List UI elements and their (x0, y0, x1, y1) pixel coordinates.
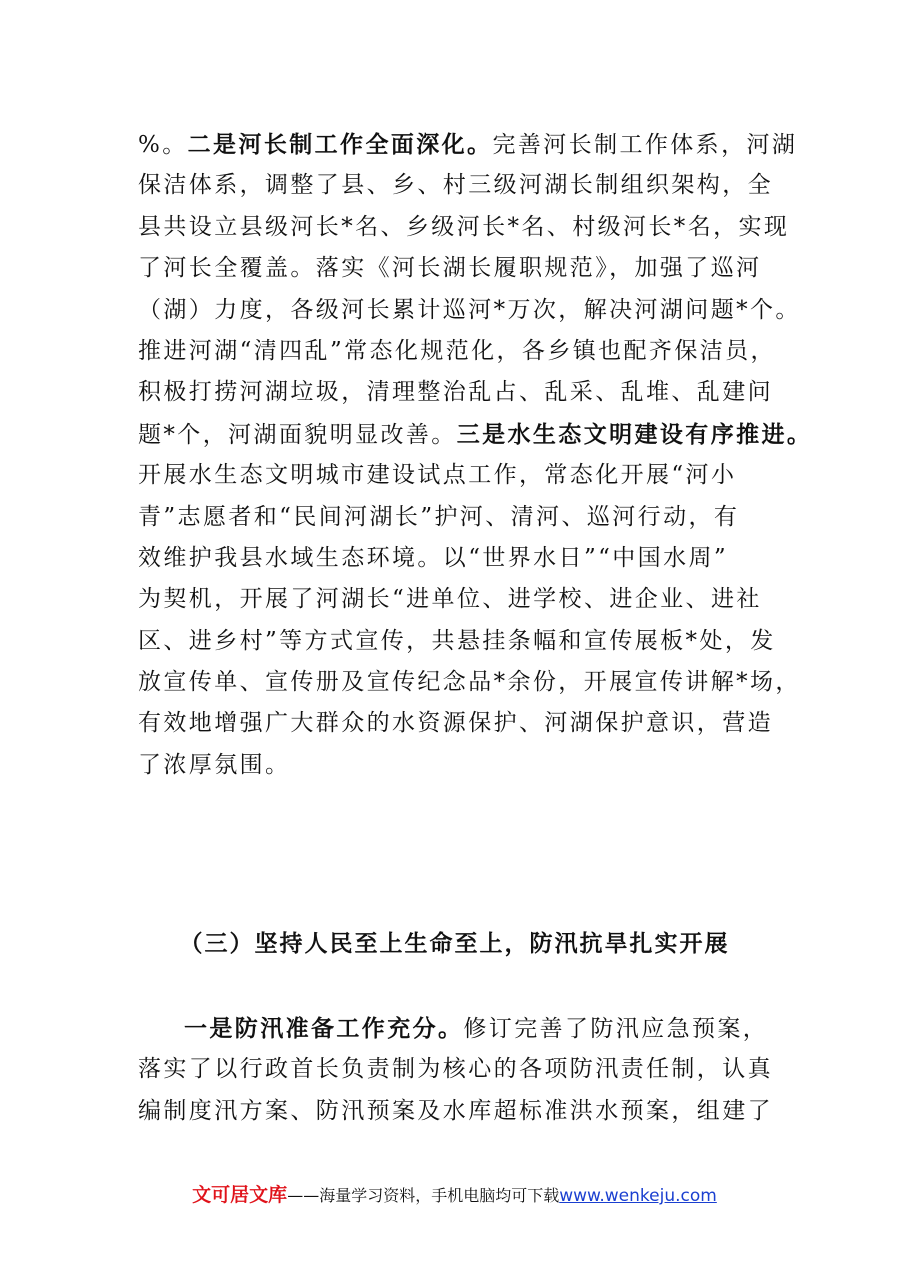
body-paragraph-2 (138, 1008, 778, 1132)
text-line (138, 372, 778, 413)
text-line (138, 414, 813, 455)
bold-lead-phrase: 三是水生态文明建设有序推进。 (456, 420, 813, 448)
text-line (138, 248, 778, 289)
text-run: 落实了以行政首长负责制为核心的各项防汛责任制，认真 (138, 1056, 773, 1083)
text-run: 推进河湖“清四乱”常态化规范化，各乡镇也配齐保洁员， (138, 337, 776, 364)
text-line (138, 1091, 778, 1132)
text-line (138, 1049, 778, 1090)
text-run: （湖）力度，各级河长累计巡河*万次，解决河湖问题*个。 (138, 296, 801, 323)
text-run: 保洁体系，调整了县、乡、村三级河湖长制组织架构，全 (138, 172, 773, 199)
text-line (138, 579, 778, 620)
text-line (138, 497, 778, 538)
footer-link[interactable]: www.wenkeju.com (559, 1186, 717, 1206)
text-line (138, 124, 798, 165)
text-run: 了河长全覆盖。落实《河长湖长履职规范》，加强了巡河 (138, 255, 762, 282)
text-line (138, 621, 778, 662)
text-line (138, 1008, 778, 1049)
text-run: 区、进乡村”等方式宣传，共悬挂条幅和宣传展板*处，发 (138, 627, 776, 654)
text-run: 积极打捞河湖垃圾，清理整治乱占、乱采、乱堆、乱建问 (138, 379, 773, 406)
bold-lead-phrase: 二是河长制工作全面深化。 (187, 131, 493, 158)
text-run: 修订完善了防汛应急预案， (463, 1016, 769, 1042)
text-run: 为契机，开展了河湖长“进单位、进学校、进企业、进社 (138, 586, 762, 613)
text-line (138, 331, 778, 372)
footer-brand: 文可居文库 (192, 1184, 288, 1206)
text-line (138, 290, 801, 331)
text-run: 青”志愿者和“民间河湖长”护河、清河、巡河行动，有 (138, 503, 740, 530)
body-paragraph-1 (138, 124, 813, 786)
page-footer (0, 1180, 909, 1207)
text-line (138, 455, 778, 496)
text-line (138, 165, 778, 206)
text-run: 放宣传单、宣传册及宣传纪念品*余份，开展宣传讲解*场， (138, 669, 801, 696)
text-run: 编制度汛方案、防汛预案及水库超标准洪水预案，组建了 (138, 1097, 773, 1124)
text-line (138, 538, 778, 579)
text-line (138, 207, 790, 248)
text-run: 了浓厚氛围。 (138, 751, 291, 778)
text-run: 县共设立县级河长*名、乡级河长*名、村级河长*名，实现 (138, 213, 790, 240)
bold-lead-phrase: 一是防汛准备工作充分。 (184, 1015, 464, 1042)
section-heading: （三）坚持人民至上生命至上，防汛抗旱扎实开展 (179, 930, 730, 957)
text-run: 题*个，河湖面貌明显改善。 (138, 421, 457, 448)
text-line (138, 703, 778, 744)
text-run: 有效地增强广大群众的水资源保护、河湖保护意识，营造 (138, 710, 773, 737)
footer-tagline: ——海量学习资料，手机电脑均可下载 (287, 1186, 560, 1205)
text-line (138, 662, 801, 703)
text-run: 效维护我县水域生态环境。以“世界水日”“中国水周” (138, 544, 729, 571)
text-run: 完善河长制工作体系，河湖 (492, 132, 798, 158)
text-run: %。 (138, 132, 188, 158)
text-line (138, 745, 778, 786)
text-run: 开展水生态文明城市建设试点工作，常态化开展“河小 (138, 462, 737, 489)
